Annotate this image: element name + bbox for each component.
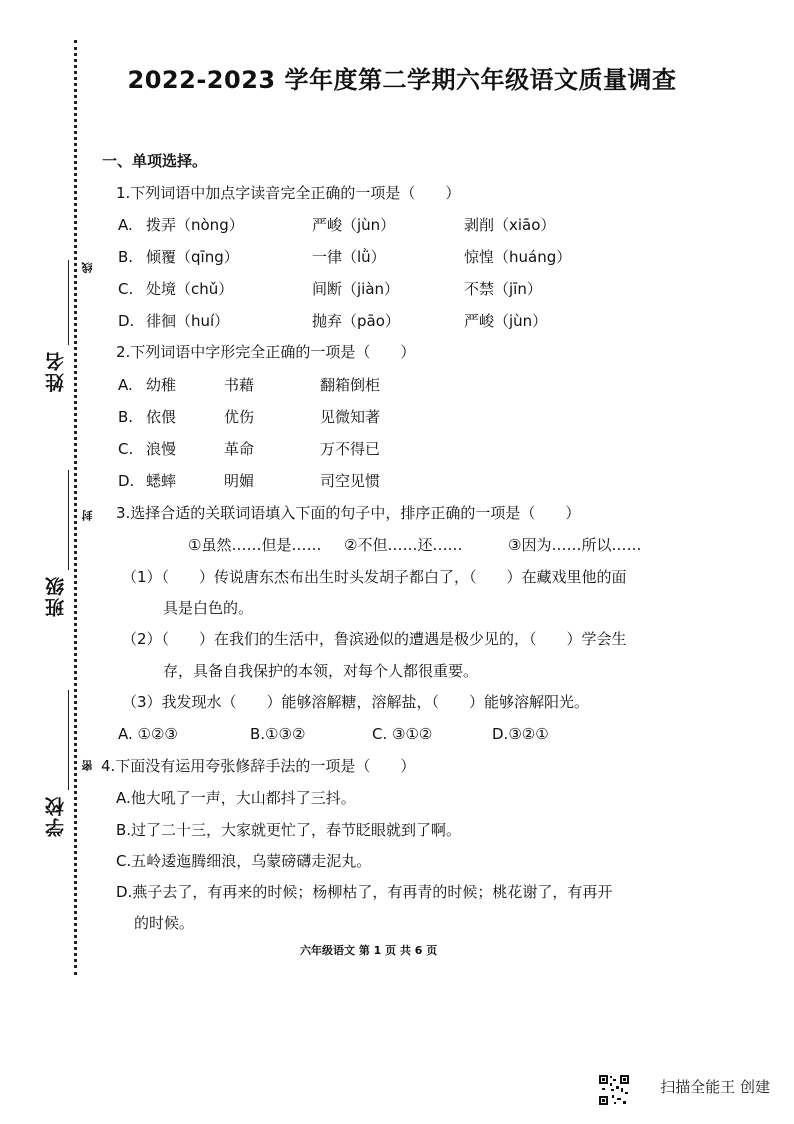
option-letter: B. [118, 248, 134, 266]
option-letter: C. [118, 280, 134, 298]
section-heading: 一、单项选择。 [102, 152, 208, 170]
word: 书藉 [224, 376, 255, 394]
page-title: 2022-2023 学年度第二学期六年级语文质量调查 [127, 66, 677, 94]
word: 司空见惯 [320, 472, 381, 490]
q3-sentence-1-cont: 具是白色的。 [163, 599, 254, 617]
school-blank [68, 690, 69, 790]
q4-stem: 4.下面没有运用夸张修辞手法的一项是（ ） [101, 757, 416, 775]
word: 万不得已 [320, 440, 381, 458]
option-letter: B. [118, 408, 134, 426]
option-letter: D. [118, 312, 135, 330]
class-label: 班级 [45, 575, 67, 617]
word: 倾覆（qīng） [146, 248, 239, 266]
word: 蟋蟀 [146, 472, 177, 490]
word: 浪慢 [146, 440, 177, 458]
word: 不禁（jīn） [464, 280, 542, 298]
q2-stem: 2.下列词语中字形完全正确的一项是（ ） [116, 343, 416, 361]
word: 优伤 [224, 408, 255, 426]
option-letter: A. [118, 376, 133, 394]
choice: ③因为……所以…… [508, 536, 642, 554]
q4-option-b: B.过了二十三，大家就更忙了，春节眨眼就到了啊。 [116, 821, 462, 839]
answer-option: A. ①②③ [118, 725, 178, 743]
q4-option-c: C.五岭逶迤腾细浪，乌蒙磅礴走泥丸。 [116, 852, 372, 870]
qr-code-icon [598, 1074, 630, 1106]
name-label: 姓名 [45, 350, 67, 392]
q3-sentence-2: （2）（ ）在我们的生活中，鲁滨逊似的遭遇是极少见的，（ ）学会生 [122, 630, 627, 648]
seal-mark-xian: 线 [81, 262, 94, 273]
q4-option-a: A.他大吼了一声，大山都抖了三抖。 [116, 789, 356, 807]
option-letter: A. [118, 216, 133, 234]
word: 革命 [224, 440, 255, 458]
word: 惊惶（huáng） [464, 248, 572, 266]
word: 间断（jiàn） [312, 280, 400, 298]
word: 幼稚 [146, 376, 177, 394]
answer-option: C. ③①② [372, 725, 433, 743]
choice: ②不但……还…… [344, 536, 463, 554]
answer-option: B.①③② [250, 725, 306, 743]
q3-sentence-2-cont: 存，具备自我保护的本领，对每个人都很重要。 [163, 662, 479, 680]
q3-sentence-1: （1）（ ）传说唐东杰布出生时头发胡子都白了，（ ）在藏戏里他的面 [122, 568, 627, 586]
word: 徘徊（huí） [146, 312, 230, 330]
class-blank [68, 470, 69, 570]
binding-dotted-line [74, 40, 77, 975]
seal-mark-mi: 密 [81, 760, 94, 771]
word: 拨弄（nòng） [146, 216, 244, 234]
word: 明媚 [224, 472, 255, 490]
word: 依偎 [146, 408, 177, 426]
option-letter: C. [118, 440, 134, 458]
word: 剥削（xiāo） [464, 216, 556, 234]
option-letter: D. [118, 472, 135, 490]
choice: ①虽然……但是…… [188, 536, 322, 554]
q4-option-d: D.燕子去了，有再来的时候；杨柳枯了，有再青的时候；桃花谢了，有再开 [116, 883, 613, 901]
q1-stem: 1.下列词语中加点字读音完全正确的一项是（ ） [116, 184, 461, 202]
word: 抛弃（pāo） [312, 312, 400, 330]
word: 严峻（jùn） [464, 312, 548, 330]
page-footer: 六年级语文 第 1 页 共 6 页 [300, 944, 438, 957]
q3-stem: 3.选择合适的关联词语填入下面的句子中，排序正确的一项是（ ） [116, 504, 581, 522]
name-blank [68, 260, 69, 345]
q4-option-d-cont: 的时候。 [134, 914, 195, 932]
word: 一律（lǜ） [312, 248, 386, 266]
seal-mark-feng: 封 [81, 510, 94, 521]
word: 严峻（jùn） [312, 216, 396, 234]
q3-sentence-3: （3）我发现水（ ）能够溶解糖，溶解盐，（ ）能够溶解阳光。 [122, 693, 590, 711]
word: 翻箱倒柜 [320, 376, 381, 394]
word: 见微知著 [320, 408, 381, 426]
word: 处境（chǔ） [146, 280, 234, 298]
answer-option: D.③②① [492, 725, 549, 743]
school-label: 学校 [45, 795, 67, 837]
scanner-watermark: 扫描全能王 创建 [660, 1078, 770, 1096]
